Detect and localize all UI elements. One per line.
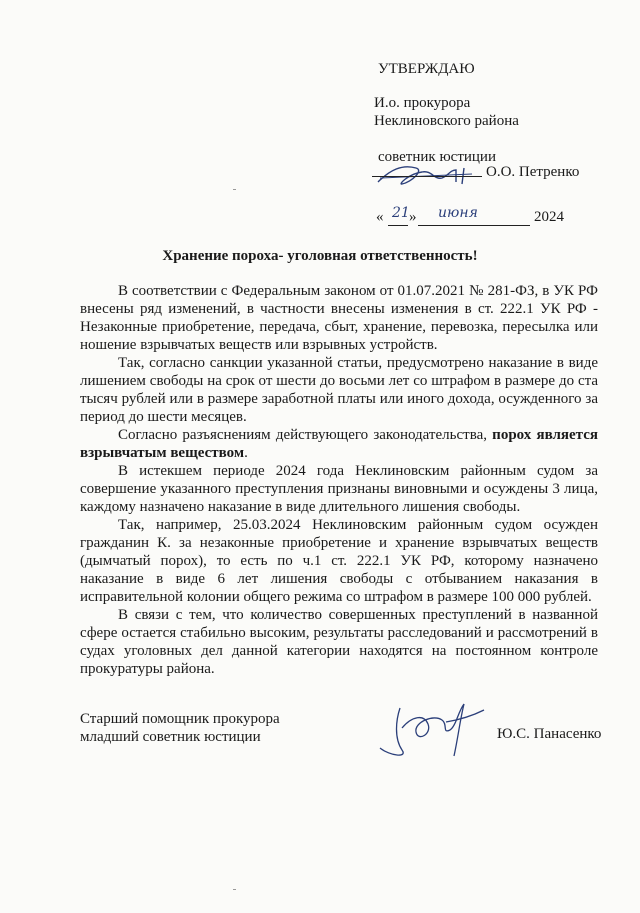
paragraph [80,426,598,462]
approver-name: О.О. Петренко [486,164,580,180]
approver-position-line: Неклиновского района [374,113,519,129]
signer-rank: младший советник юстиции [80,729,261,745]
signer-block [80,710,280,746]
paragraph: В соответствии с Федеральным законом от 01.07.2021 № 281-ФЗ, в УК РФ внесены ряд изменений, в частности внесены изменения в ст. 222.1 УК РФ - Незаконные приобретение, передача, сбыт, хранение, перевозка, пересылка или ношение взрывчатых веществ или взрывных устройств. [80,283,598,353]
date-day-line [388,225,408,226]
paragraph: Так, например, 25.03.2024 Неклиновским районным судом осужден гражданин К. за незаконные приобретение и хранение взрывчатых веществ (дымчатый порох), то есть по ч.1 ст. 222.1 УК РФ, которому назначено наказание в виде 6 лет лишения свободы с отбыванием наказания в исправительной колонии общего режима со штрафом в размере 100 000 рублей. [80,517,598,605]
paragraph: В истекшем периоде 2024 года Неклиновским районным судом за совершение указанного преступления признаны виновными и осуждены 3 лица, каждому назначено наказание в виде длительного лишения свободы. [80,463,598,515]
scan-speck [233,889,236,890]
date-year: 2024 [534,209,564,225]
date-month-line [418,225,530,226]
paragraph: В связи с тем, что количество совершенных преступлений в названной сфере остается стабильно высоким, результаты расследований и рассмотрений в судах уголовных дел данной категории находятся на постоянном контроле прокуратуры района. [80,607,598,677]
date-quote-open: « [376,209,384,225]
paragraph-text: Согласно разъяснениям действующего законодательства, [118,427,487,443]
date-day: 21 [392,205,410,221]
paragraph: Так, согласно санкции указанной статьи, предусмотрено наказание в виде лишением свободы на срок от шести до восьми лет со штрафом в размере до ста тысяч рублей или в размере заработной платы или иного дохода, осужденного за период до шести месяцев. [80,355,598,425]
paragraph-bold-text: порох является взрывчатым веществом [80,427,598,461]
approver-rank: советник юстиции [378,149,496,165]
document-body [80,282,598,678]
paragraph-text: . [244,445,248,461]
signer-position: Старший помощник прокурора [80,711,280,727]
date-month: июня [438,205,478,221]
signer-name: Ю.С. Панасенко [497,726,602,742]
approval-heading: УТВЕРЖДАЮ [378,61,475,77]
document-title: Хранение пороха- уголовная ответственность! [162,248,478,264]
approver-position-line: И.о. прокурора [374,95,471,111]
approver-signature-line [372,176,482,177]
scan-speck [233,189,236,190]
date-quote-close: » [409,209,417,225]
approver-signature [372,160,492,190]
approver-position [374,94,519,130]
signer-signature [372,690,492,765]
